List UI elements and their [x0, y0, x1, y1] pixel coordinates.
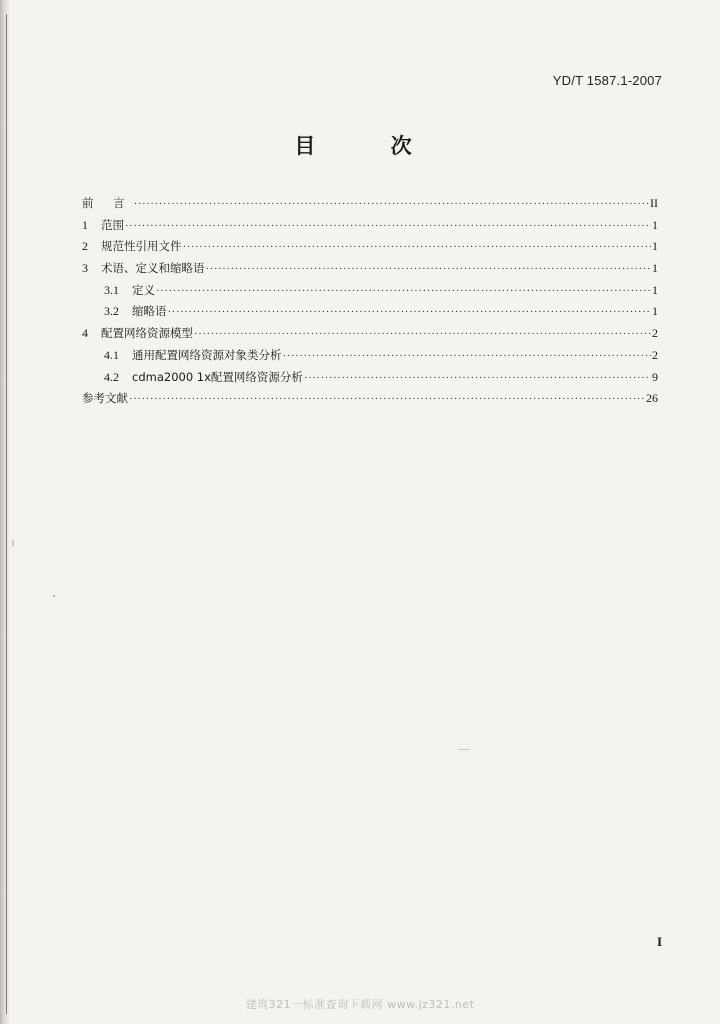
toc-entry-label: 参考文献 — [82, 391, 128, 406]
toc-entry-number: 3 — [82, 261, 88, 276]
toc-title: 目 次 — [294, 134, 446, 158]
toc-entry-number: 4.1 — [104, 347, 119, 362]
toc-entry-label: 前 言 — [82, 196, 133, 210]
toc-entry-page: 2 — [652, 347, 658, 362]
toc-entry-number: 4 — [82, 326, 88, 341]
toc-entry-cdma2000-analysis[interactable] — [82, 367, 658, 389]
standard-code: YD/T 1587.1-2007 — [552, 73, 662, 88]
toc-entry-terms-definitions[interactable] — [82, 258, 658, 280]
toc-entry-page: 1 — [652, 304, 658, 319]
toc-entry-number: 2 — [82, 239, 88, 254]
toc-entry-object-class-analysis[interactable] — [82, 345, 658, 367]
toc-entry-scope[interactable] — [82, 215, 658, 237]
scan-speck — [12, 540, 14, 546]
scan-speck — [53, 595, 55, 597]
toc-entry-number: 3.2 — [104, 304, 119, 319]
footer-watermark: 建筑321一标准查询下载网 www.jz321.net — [245, 998, 475, 1011]
toc-entry-number: 4.2 — [104, 369, 119, 384]
toc-entry-page: 2 — [652, 326, 658, 341]
toc-leader-dots — [304, 368, 651, 390]
toc-entry-abbreviations[interactable] — [82, 301, 658, 323]
toc-entry-page: 1 — [652, 282, 658, 297]
toc-entry-label: 通用配置网络资源对象类分析 — [132, 347, 282, 362]
toc-entry-page: 1 — [652, 217, 658, 232]
toc-entry-page: 26 — [646, 391, 658, 406]
toc-entry-page: 1 — [652, 261, 658, 276]
toc-entry-resource-model[interactable] — [82, 323, 658, 345]
toc-entry-label: 定义 — [132, 282, 155, 297]
toc-entry-number: 3.1 — [104, 282, 119, 297]
toc-leader-dots — [283, 346, 652, 368]
toc-leader-dots — [206, 259, 652, 281]
toc-entry-page: 1 — [652, 239, 658, 254]
toc-entry-page: 9 — [652, 369, 658, 384]
toc-entry-number: 1 — [82, 217, 88, 232]
table-of-contents — [82, 193, 658, 410]
scan-speck — [458, 749, 470, 750]
toc-entry-label: cdma2000 1x配置网络资源分析 — [132, 369, 303, 384]
toc-leader-dots — [129, 389, 645, 411]
toc-entry-page: II — [650, 196, 658, 210]
toc-entry-label: 缩略语 — [132, 304, 167, 319]
toc-leader-dots — [194, 324, 651, 346]
toc-entry-foreword[interactable] — [82, 193, 658, 215]
toc-leader-dots — [168, 302, 652, 324]
toc-entry-label: 规范性引用文件 — [101, 239, 182, 254]
toc-leader-dots — [134, 194, 649, 216]
toc-leader-dots — [125, 216, 651, 238]
page-number: I — [656, 934, 662, 949]
toc-leader-dots — [156, 281, 651, 303]
toc-leader-dots — [183, 237, 652, 259]
toc-entry-definitions[interactable] — [82, 280, 658, 302]
toc-entry-label: 范围 — [101, 217, 124, 232]
toc-entry-label: 配置网络资源模型 — [101, 326, 193, 341]
toc-entry-normative-references[interactable] — [82, 236, 658, 258]
toc-entry-label: 术语、定义和缩略语 — [101, 261, 205, 276]
toc-entry-bibliography[interactable] — [82, 388, 658, 410]
